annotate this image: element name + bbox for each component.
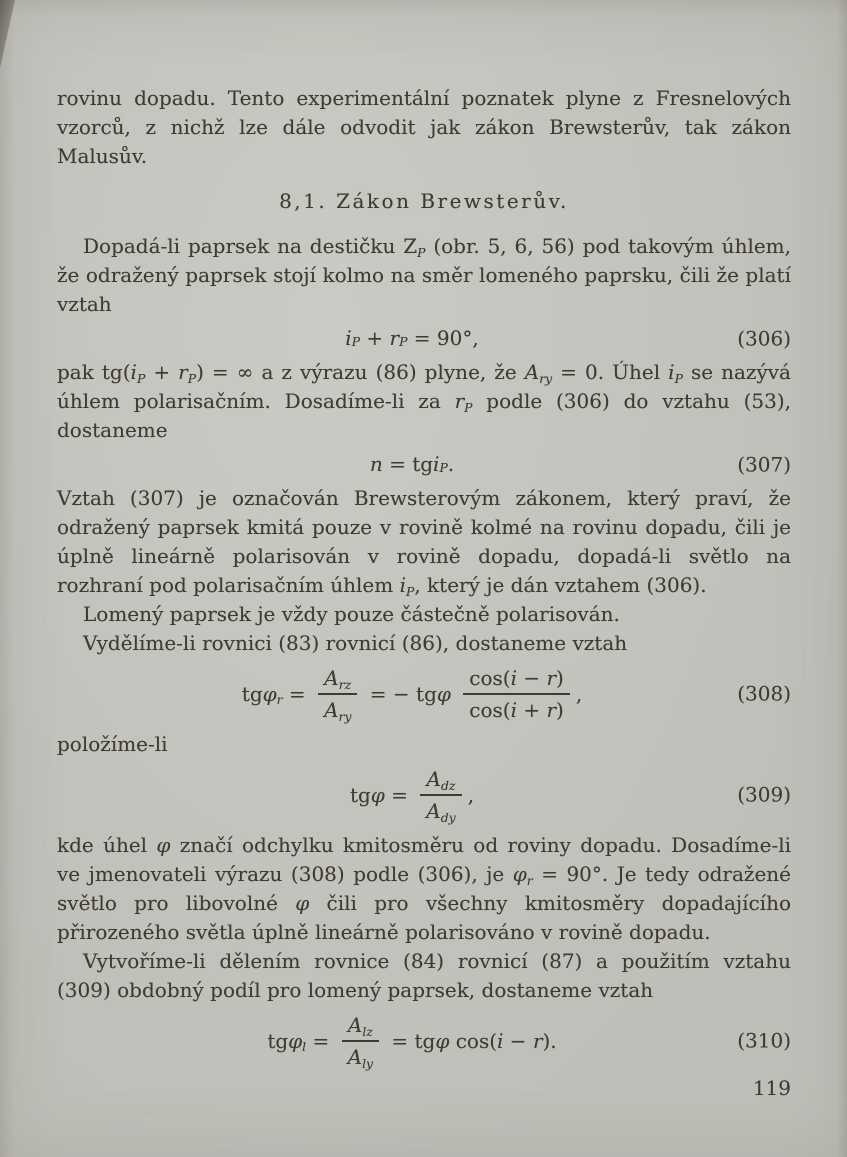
equation-segment: , <box>575 681 583 706</box>
fraction-numerator: $A_{rz}$ <box>324 666 352 692</box>
equation-310 <box>57 1012 791 1071</box>
paragraph-refracted-ray: Lomený paprsek je vždy pouze částečně polarisován. <box>83 602 620 626</box>
equation-309-number: (309) <box>737 782 791 807</box>
equation-307 <box>57 450 791 479</box>
equation-310-body <box>267 1012 556 1070</box>
scan-corner-artifact <box>0 0 15 68</box>
page-content <box>57 84 791 1077</box>
equation-306 <box>57 324 791 353</box>
equation-segment: , <box>467 782 475 807</box>
fraction-denominator: $A_{ry}$ <box>318 693 357 723</box>
paragraph-polarisation-angle: pak $tg(i_P + r_P)$ = ∞ a z výrazu (86) plyne, že $A_{ry} = 0$. Úhel $i_P$ se nazývá úhlem polarisačním. Dosadíme-li za $r_P$ podle (306) do vztahu (53), dostaneme <box>57 360 791 442</box>
equation-segment: tgφ$_r$ = <box>241 681 313 708</box>
equation-310-number: (310) <box>737 1028 791 1053</box>
paragraph-continuation: rovinu dopadu. Tento experimentální poznatek plyne z Fresnelových vzorců, z nichž lze dále odvodit jak zákon Brewsterův, tak zákon Malusův. <box>57 86 791 168</box>
equation-segment: tgφ = <box>349 782 415 807</box>
fraction-denominator: $A_{dy}$ <box>420 794 461 824</box>
paragraph-phi-angle: kde úhel φ značí odchylku kmitosměru od roviny dopadu. Dosadíme-li ve jmenovateli výrazu (308) podle (306), je $\varphi_r = 90^\circ$. Je tedy odražené světlo pro libovolné φ čili pro všechny kmitosměry dopadajícího přirozeného světla úplně lineárně polarisováno v rovině dopadu. <box>57 833 791 944</box>
fraction <box>463 665 570 723</box>
fraction-numerator: $A_{lz}$ <box>347 1013 373 1039</box>
paragraph-divide-equations: Vydělíme-li rovnici (83) rovnicí (86), dostaneme vztah <box>83 631 628 655</box>
fraction-numerator: $A_{dz}$ <box>426 767 456 793</box>
fraction-numerator: cos(i − r) <box>469 666 564 690</box>
equation-306-body: i $_P$ + r $_P$ = 90°, <box>345 326 479 350</box>
equation-306-number: (306) <box>737 326 791 350</box>
equation-309 <box>57 766 791 825</box>
equation-segment: tgφ$_l$ = <box>267 1028 336 1055</box>
equation-308-body <box>242 665 582 723</box>
equation-segment: = tgφ cos(i − r). <box>385 1028 557 1053</box>
equation-309-body <box>350 766 474 824</box>
equation-307-number: (307) <box>737 452 791 476</box>
paragraph-brewster-law: Vztah (307) je označován Brewsterovým zákonem, který praví, že odražený paprsek kmitá pouze v rovině kolmé na rovinu dopadu, čili je úplně lineárně polarisován v rovině dopadu, dopadá-li světlo na rozhraní pod polarisačním úhlem $i_P$, který je dán vztahem (306). <box>57 486 791 599</box>
equation-segment: = − tgφ <box>363 681 451 706</box>
fraction <box>420 766 461 824</box>
equation-308 <box>57 665 791 724</box>
section-heading: 8,1. Zákon Brewsterův. <box>279 189 569 213</box>
fraction-denominator: cos(i + r) <box>463 693 570 723</box>
paragraph-refracted-ratio: Vytvoříme-li dělením rovnice (84) rovnicí (87) a použitím vztahu (309) obdobný podíl pro lomený paprsek, dostaneme vztah <box>57 949 791 1002</box>
paragraph-brewster-setup: Dopadá-li paprsek na destičku $Z_P$ (obr. 5, 6, 56) pod takovým úhlem, že odražený paprsek stojí kolmo na směr lomeného paprsku, čili že platí vztah <box>57 234 791 316</box>
fraction <box>318 665 357 723</box>
equation-308-number: (308) <box>737 681 791 706</box>
fraction-denominator: $A_{ly}$ <box>342 1040 379 1070</box>
page-number: 119 <box>752 1076 791 1100</box>
paragraph-substitution: položíme-li <box>57 732 168 756</box>
fraction <box>342 1012 379 1070</box>
equation-307-body: n = tg i $_P$ . <box>369 452 455 476</box>
